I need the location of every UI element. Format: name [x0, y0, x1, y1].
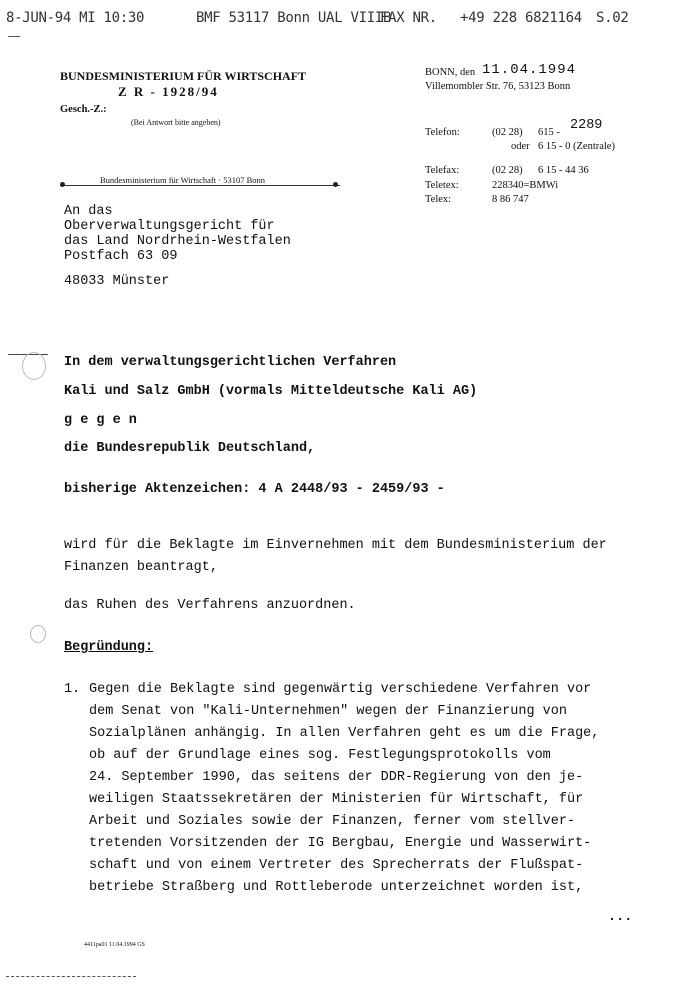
ministry-address: Villemombler Str. 76, 53123 Bonn: [425, 81, 571, 92]
fax-page: S.02: [596, 10, 629, 26]
gesch-label: Gesch.-Z.:: [60, 104, 107, 115]
case-intro: In dem verwaltungsgerichtlichen Verfahren: [64, 355, 397, 370]
return-address: Bundesministerium für Wirtschaft · 53107 Bonn: [100, 175, 265, 185]
ministry-name: BUNDESMINISTERIUM FÜR WIRTSCHAFT: [60, 69, 307, 83]
letter-date: 11.04.1994: [482, 62, 577, 78]
bullet-dot: [333, 182, 338, 187]
fax-number: +49 228 6821164: [460, 10, 582, 26]
reasoning-item-number: 1.: [64, 682, 81, 697]
telex-label: Telex:: [425, 194, 452, 205]
reasoning-line: Sozialplänen anhängig. In allen Verfahren geht es um die Frage,: [89, 726, 600, 741]
telefon-number: 615 -: [538, 127, 560, 138]
teletex-label: Teletex:: [425, 180, 459, 191]
motion-line: wird für die Beklagte im Einvernehmen mit dem Bundesministerium der: [64, 538, 607, 553]
teletex-value: 228340=BMWi: [492, 180, 559, 191]
recipient-line: das Land Nordrhein-Westfalen: [64, 234, 291, 249]
continuation-marker: ...: [608, 910, 633, 925]
reasoning-heading: Begründung:: [64, 640, 154, 655]
telex-value: 8 86 747: [492, 194, 529, 205]
punch-hole: [30, 625, 46, 643]
case-versus: g e g e n: [64, 413, 137, 428]
fax-date-time: 8-JUN-94 MI 10:30: [6, 10, 145, 26]
telefon-label: Telefon:: [425, 127, 460, 138]
recipient-line: Oberverwaltungsgericht für: [64, 219, 275, 234]
bottom-edge-mark: [6, 976, 136, 977]
footer-code: 4411pa01 11.04.1994 GS: [84, 942, 145, 948]
telefon-area: (02 28): [492, 127, 523, 138]
reply-note: (Bei Antwort bitte angeben): [131, 118, 221, 127]
case-defendant: die Bundesrepublik Deutschland,: [64, 441, 316, 456]
margin-mark: [8, 36, 20, 37]
telefax-area: (02 28): [492, 165, 523, 176]
fax-sender: BMF 53117 Bonn UAL VIIIB: [196, 10, 392, 26]
reasoning-line: weiligen Staatssekretären der Ministerien für Wirtschaft, für: [89, 792, 584, 807]
reasoning-line: Gegen die Beklagte sind gegenwärtig verschiedene Verfahren vor: [89, 682, 592, 697]
recipient-line: Postfach 63 09: [64, 249, 178, 264]
motion-line: Finanzen beantragt,: [64, 560, 218, 575]
motion-request: das Ruhen des Verfahrens anzuordnen.: [64, 598, 356, 613]
telefax-number: 6 15 - 44 36: [538, 165, 589, 176]
reasoning-line: dem Senat von "Kali-Unternehmen" wegen der Finanzierung von: [89, 704, 567, 719]
bullet-dot: [60, 182, 65, 187]
telefax-label: Telefax:: [425, 165, 460, 176]
reasoning-line: 24. September 1990, das seitens der DDR-Regierung von den je-: [89, 770, 584, 785]
reasoning-line: Arbeit und Soziales sowie der Finanzen, ferner vom stellver-: [89, 814, 576, 829]
reasoning-line: tretenden Vorsitzenden der IG Bergbau, Energie und Wasserwirt-: [89, 836, 592, 851]
telefon-central: 6 15 - 0 (Zentrale): [538, 141, 615, 152]
reasoning-line: ob auf der Grundlage eines sog. Festlegungsprotokolls vom: [89, 748, 551, 763]
reference-code: Z R - 1928/94: [118, 84, 219, 99]
telefon-oder: oder: [511, 141, 530, 152]
return-address-line: [60, 185, 340, 186]
recipient-city: 48033 Münster: [64, 274, 170, 289]
punch-hole: [22, 352, 46, 380]
recipient-line: An das: [64, 204, 113, 219]
place-label: BONN, den: [425, 67, 476, 78]
reasoning-line: betriebe Straßberg und Rottleberode unterzeichnet worden ist,: [89, 880, 584, 895]
fax-label: FAX NR.: [380, 10, 437, 26]
reasoning-line: schaft und von einem Vertreter des Sprecherrats der Flußspat-: [89, 858, 584, 873]
case-plaintiff: Kali und Salz GmbH (vormals Mitteldeutsche Kali AG): [64, 384, 478, 399]
case-file-numbers: bisherige Aktenzeichen: 4 A 2448/93 - 2459/93 -: [64, 482, 445, 497]
telefon-extension: 2289: [570, 118, 603, 133]
